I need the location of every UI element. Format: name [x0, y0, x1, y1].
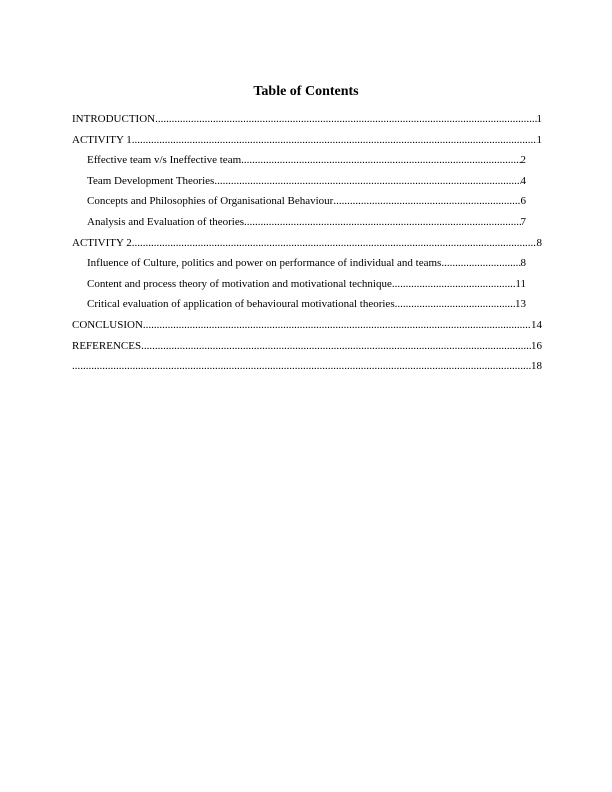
toc-dot-leader — [441, 257, 520, 270]
toc-entry[interactable] — [72, 319, 542, 340]
toc-dot-leader — [132, 134, 537, 147]
toc-entry-label: INTRODUCTION — [72, 113, 156, 125]
toc-entry-page-number: 14 — [531, 318, 542, 331]
toc-dot-leader — [244, 216, 520, 229]
toc-entry[interactable] — [72, 175, 542, 196]
toc-entry-page-number: 11 — [515, 277, 526, 290]
toc-dot-leader — [392, 278, 516, 291]
toc-entry-page-number: 8 — [536, 236, 542, 249]
toc-entry-label: Content and process theory of motivation and motivational technique — [87, 277, 392, 290]
toc-entry[interactable] — [72, 154, 542, 175]
toc-entry-label: ACTIVITY 2 — [72, 236, 132, 249]
toc-entry[interactable] — [72, 113, 542, 134]
toc-dot-leader — [333, 195, 520, 208]
toc-entry[interactable] — [72, 298, 542, 319]
toc-entry[interactable] — [72, 237, 542, 258]
toc-entry-page-number: 7 — [520, 215, 526, 228]
toc-entry[interactable] — [72, 340, 542, 361]
toc-dot-leader — [395, 298, 515, 311]
toc-entry-label: Concepts and Philosophies of Organisational Behaviour — [87, 195, 334, 208]
toc-entry-label: Analysis and Evaluation of theories — [87, 215, 245, 228]
toc-entry-page-number: 4 — [520, 174, 526, 187]
toc-entry[interactable] — [72, 134, 542, 155]
toc-entry-label: Team Development Theories — [87, 174, 215, 187]
toc-entry[interactable] — [72, 216, 542, 237]
toc-entry[interactable] — [72, 360, 542, 381]
toc-entry-label: ACTIVITY 1 — [72, 133, 132, 146]
toc-dot-leader — [143, 319, 531, 332]
toc-entry-label: Critical evaluation of application of behavioural motivational theories — [87, 298, 395, 311]
toc-entry-page-number: 18 — [531, 360, 542, 373]
toc-dot-leader — [141, 340, 531, 353]
toc-entry-page-number: 6 — [520, 195, 526, 208]
toc-dot-leader — [241, 154, 520, 167]
toc-entry-label: Influence of Culture, politics and power on performance of individual and teams — [87, 257, 442, 270]
toc-entry-label: Effective team v/s Ineffective team — [87, 154, 242, 167]
toc-list — [72, 113, 542, 381]
toc-entry-page-number: 13 — [515, 298, 526, 311]
toc-entry[interactable] — [72, 278, 542, 299]
toc-entry[interactable] — [72, 195, 542, 216]
toc-dot-leader — [132, 237, 537, 250]
toc-dot-leader — [214, 175, 520, 188]
toc-entry-label: REFERENCES — [72, 339, 142, 352]
toc-entry-page-number: 1 — [536, 133, 542, 146]
toc-entry-label: CONCLUSION — [72, 318, 143, 331]
toc-entry[interactable] — [72, 257, 542, 278]
toc-entry-page-number: 8 — [520, 257, 526, 270]
toc-entry-page-number: 16 — [531, 339, 542, 352]
toc-dot-leader — [72, 360, 531, 373]
toc-entry-page-number: 1 — [536, 113, 542, 125]
toc-entry-page-number: 2 — [520, 154, 526, 167]
toc-dot-leader — [155, 113, 536, 126]
toc-title: Table of Contents — [253, 84, 359, 99]
